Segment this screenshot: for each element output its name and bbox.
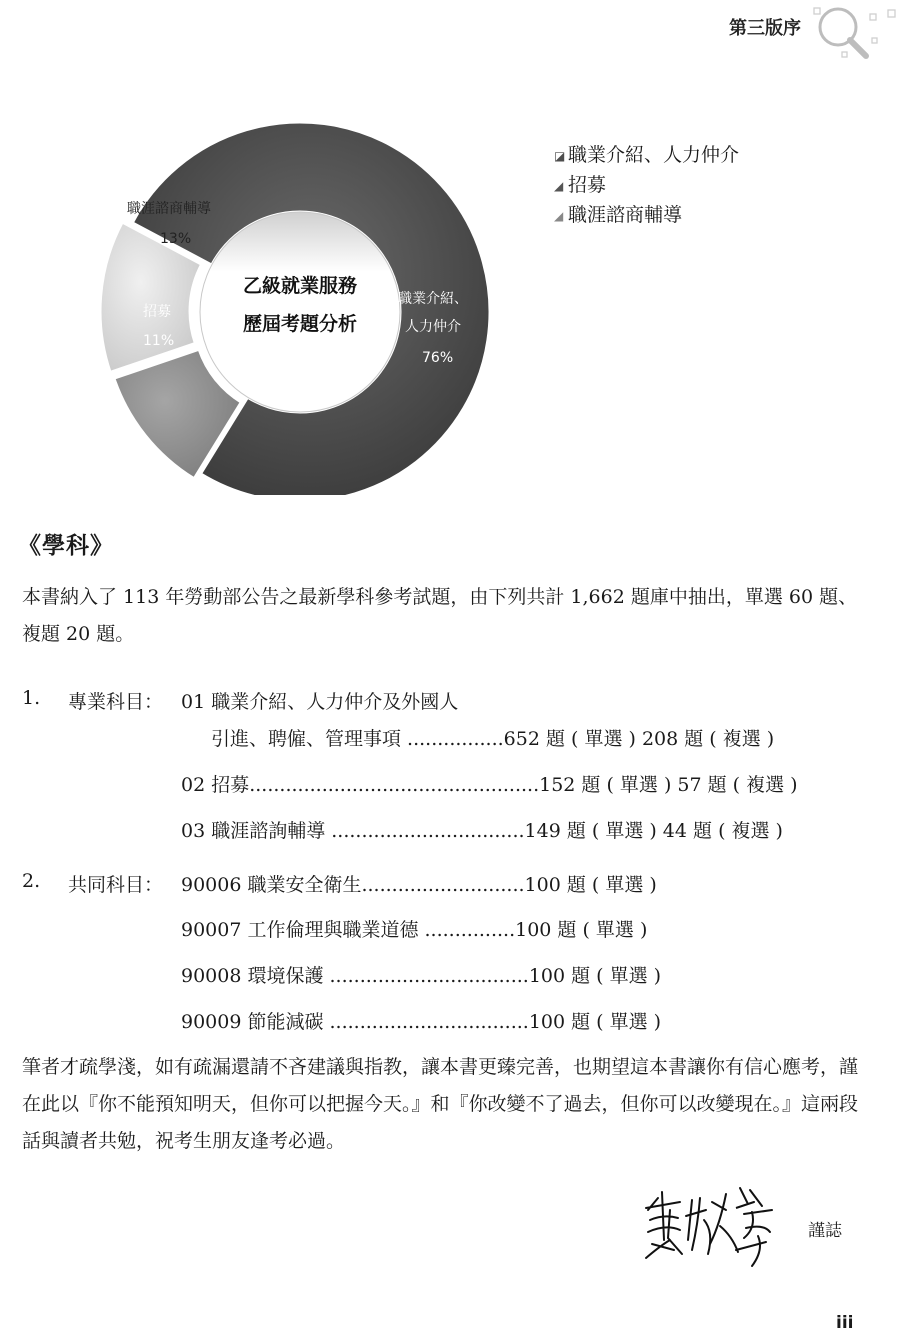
- subject-category: 專業科目：: [68, 691, 164, 713]
- intro-paragraph: 本書納入了 113 年勞動部公告之最新學科參考試題，由下列共計 1,662 題庫中抽出，單選 60 題、複題 20 題。: [22, 586, 858, 645]
- slice-label-recruit-percent: 11%: [143, 333, 175, 349]
- slice-label-recruit: 招募: [143, 304, 171, 320]
- subject-item: 90009 節能減碳 .................................100 題 ( 單選 ): [181, 1011, 662, 1033]
- slice-label-career: 職涯諮商輔導: [127, 201, 211, 217]
- legend-item: [554, 200, 739, 230]
- legend-label: 職業介紹、人力仲介: [568, 144, 740, 166]
- subject-category: 共同科目：: [68, 874, 164, 896]
- slice-label-career-percent: 13%: [160, 231, 192, 247]
- legend-label: 招募: [568, 174, 607, 196]
- legend-item: [554, 170, 739, 200]
- page-number: iii: [836, 1313, 854, 1333]
- subject-item-continued: 引進、聘僱、管理事項 ................652 題 ( 單選 ) 208 題 ( 複選 ): [211, 728, 775, 750]
- closing-paragraph: 筆者才疏學淺，如有疏漏還請不吝建議與指教，讓本書更臻完善，也期望這本書讓你有信心應考，謹在此以『你不能預知明天，但你可以把握今天。』和『你改變不了過去，但你可以改變現在。』這兩段話與讀者共勉，祝考生朋友逢考必過。: [22, 1056, 859, 1152]
- page-header-title: 第三版序: [729, 18, 801, 39]
- donut-hole: [200, 212, 400, 412]
- subject-number: 1.: [22, 687, 41, 709]
- slice-label-jobs-percent: 76%: [422, 350, 454, 366]
- signature-suffix: 謹誌: [808, 1221, 842, 1241]
- legend-item: [554, 140, 739, 170]
- subject-item: 90008 環境保護 .................................100 題 ( 單選 ): [181, 965, 662, 987]
- section-heading: 《學科》: [18, 532, 114, 559]
- slice-label-jobs-line-1: 職業介紹、: [398, 291, 468, 307]
- chart-legend: [554, 140, 739, 230]
- chart-title-line-2: 歷屆考題分析: [242, 313, 358, 335]
- handwritten-signature: [640, 1180, 790, 1270]
- chart-title-line-1: 乙級就業服務: [242, 275, 358, 297]
- subject-item: 90007 工作倫理與職業道德 ...............100 題 ( 單選 ): [181, 919, 648, 941]
- magnifier-icon: [812, 2, 898, 64]
- subject-item: 01 職業介紹、人力仲介及外國人: [181, 691, 459, 713]
- slice-label-jobs-line-2: 人力仲介: [405, 319, 461, 335]
- legend-marker-mid-icon: ◢: [554, 178, 564, 193]
- legend-marker-dark-icon: ◪: [554, 148, 566, 163]
- legend-label: 職涯諮商輔導: [568, 204, 683, 226]
- subject-item: 90006 職業安全衛生...........................100 題 ( 單選 ): [181, 874, 657, 896]
- subject-number: 2.: [22, 870, 41, 892]
- subject-item: 03 職涯諮詢輔導 ................................149 題 ( 單選 ) 44 題 ( 複選 ): [181, 820, 783, 842]
- subject-item: 02 招募................................................152 題 ( 單選 ) 57 題 ( 複選 ): [181, 774, 798, 796]
- legend-marker-light-icon: ◢: [554, 208, 564, 223]
- donut-chart: [100, 110, 500, 495]
